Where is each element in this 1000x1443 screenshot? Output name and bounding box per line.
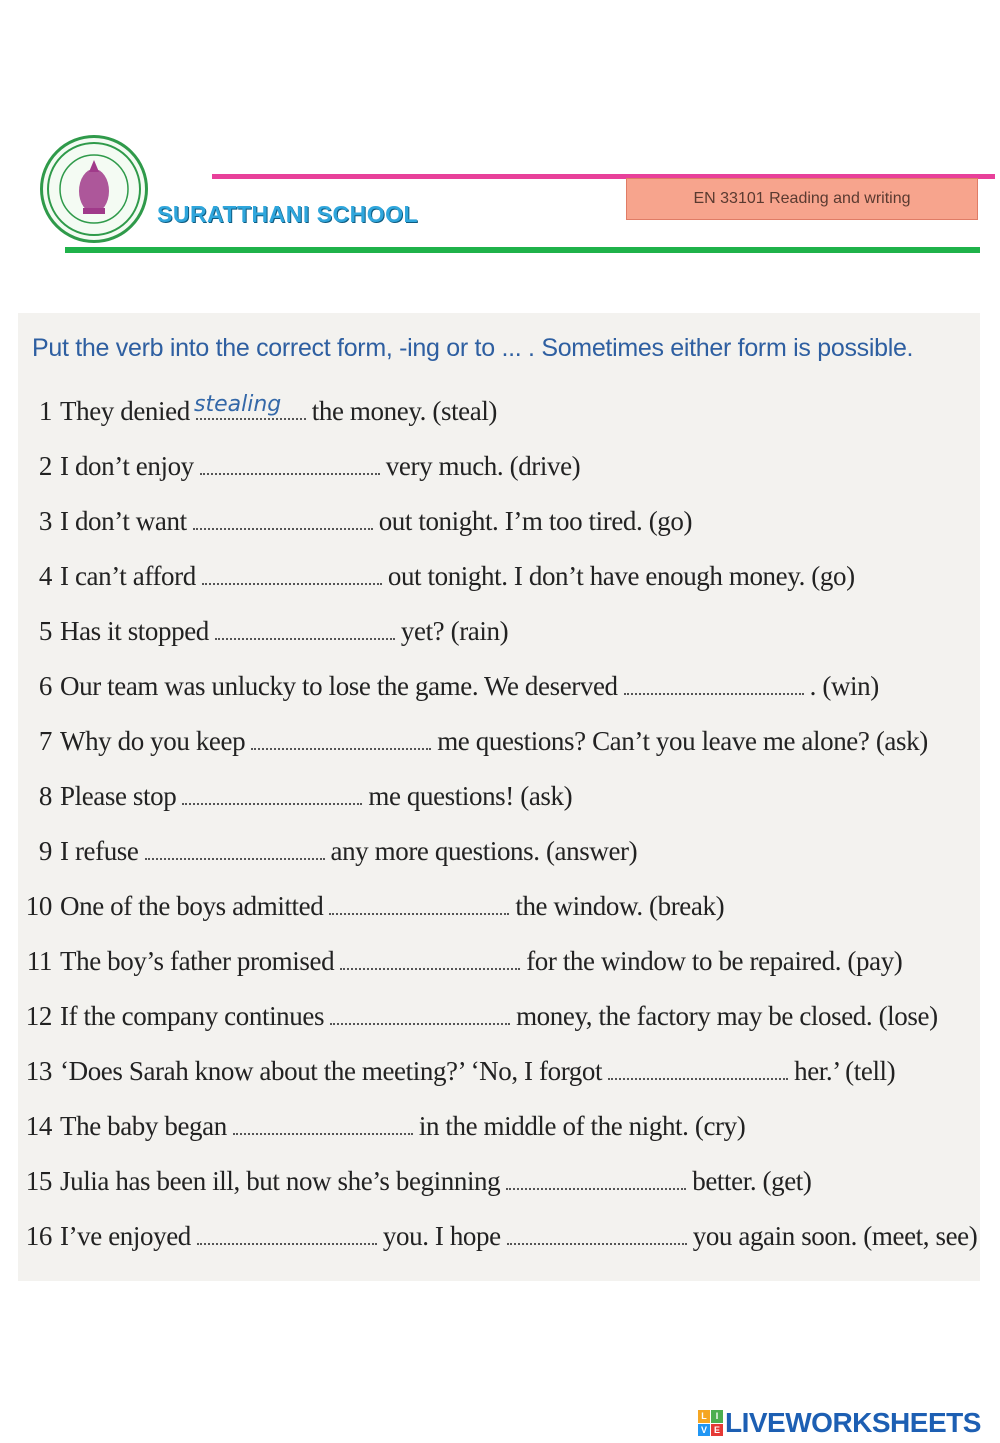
answer-blank[interactable] xyxy=(233,1131,413,1135)
question-text-after: the window. (break) xyxy=(515,891,725,921)
question-number: 14 xyxy=(25,1111,52,1141)
answer-blank[interactable] xyxy=(251,746,431,750)
question-text-before: One of the boys admitted xyxy=(60,891,324,921)
question-number: 7 xyxy=(38,726,52,756)
question-text-before: I’ve enjoyed xyxy=(60,1221,191,1251)
question-text-before: If the company continues xyxy=(60,1001,325,1031)
answer-blank[interactable] xyxy=(329,911,509,915)
course-label: EN 33101 Reading and writing xyxy=(626,178,978,220)
question-14 xyxy=(16,1111,745,1142)
question-text-after: for the window to be repaired. (pay) xyxy=(526,946,903,976)
question-number: 6 xyxy=(38,671,52,701)
answer-blank[interactable] xyxy=(200,471,380,475)
question-text-before: The baby began xyxy=(60,1111,227,1141)
answer-blank[interactable] xyxy=(340,966,520,970)
question-number: 8 xyxy=(38,781,52,811)
question-11 xyxy=(16,946,902,977)
question-text-before: I refuse xyxy=(60,836,139,866)
question-text-after: out tonight. I don’t have enough money. (go) xyxy=(387,561,855,591)
question-number: 11 xyxy=(26,946,52,976)
question-text-after: you again soon. (meet, see) xyxy=(692,1221,978,1251)
logo-letter: I xyxy=(711,1410,723,1423)
answer-blank[interactable] xyxy=(624,691,804,695)
logo-letter: E xyxy=(711,1424,723,1437)
example-answer: stealing xyxy=(194,392,282,417)
question-number: 2 xyxy=(38,451,52,481)
header-divider xyxy=(65,247,980,253)
question-text-after: out tonight. I’m too tired. (go) xyxy=(378,506,693,536)
question-text-after: yet? (rain) xyxy=(400,616,509,646)
question-text-after: in the middle of the night. (cry) xyxy=(418,1111,746,1141)
question-text-before: I don’t want xyxy=(60,506,187,536)
question-number: 9 xyxy=(38,836,52,866)
question-number: 15 xyxy=(25,1166,52,1196)
question-text-after: her.’ (tell) xyxy=(794,1056,896,1086)
question-text-after: money, the factory may be closed. (lose) xyxy=(516,1001,938,1031)
question-12 xyxy=(16,1001,938,1032)
liveworksheets-logo-icon xyxy=(698,1410,722,1436)
question-number: 13 xyxy=(25,1056,52,1086)
answer-blank[interactable] xyxy=(197,1241,377,1245)
answer-blank[interactable] xyxy=(193,526,373,530)
question-text-after: me questions? Can’t you leave me alone? (ask) xyxy=(437,726,928,756)
answer-blank[interactable] xyxy=(202,581,382,585)
question-2 xyxy=(16,451,580,482)
question-text-after: very much. (drive) xyxy=(385,451,581,481)
answer-blank[interactable] xyxy=(182,801,362,805)
question-9 xyxy=(16,836,637,867)
question-text-before: Has it stopped xyxy=(60,616,209,646)
question-number: 4 xyxy=(38,561,52,591)
answer-blank[interactable] xyxy=(330,1021,510,1025)
question-text-before: I can’t afford xyxy=(60,561,196,591)
question-text-middle: you. I hope xyxy=(382,1221,501,1251)
question-number: 1 xyxy=(38,396,52,426)
school-name: SURATTHANI SCHOOL xyxy=(157,201,419,227)
question-13 xyxy=(16,1056,895,1087)
question-text-after: better. (get) xyxy=(692,1166,812,1196)
question-text-after: . (win) xyxy=(809,671,879,701)
question-text-before: ‘Does Sarah know about the meeting?’ ‘No, I forgot xyxy=(60,1056,603,1086)
question-number: 12 xyxy=(25,1001,52,1031)
question-text-before: They denied xyxy=(60,396,190,426)
question-3 xyxy=(16,506,692,537)
answer-blank[interactable] xyxy=(145,856,325,860)
question-15 xyxy=(16,1166,812,1197)
question-text-before: I don’t enjoy xyxy=(60,451,194,481)
question-text-before: Julia has been ill, but now she’s beginning xyxy=(60,1166,501,1196)
question-text-before: Please stop xyxy=(60,781,177,811)
question-7 xyxy=(16,726,928,757)
question-4 xyxy=(16,561,855,592)
logo-letter: L xyxy=(698,1410,710,1423)
answer-blank[interactable] xyxy=(506,1186,686,1190)
liveworksheets-brand xyxy=(698,1407,981,1439)
question-text-before: Our team was unlucky to lose the game. We deserved xyxy=(60,671,618,701)
question-text-after: me questions! (ask) xyxy=(368,781,573,811)
question-number: 3 xyxy=(38,506,52,536)
answer-blank[interactable] xyxy=(608,1076,788,1080)
question-number: 10 xyxy=(25,891,52,921)
question-10 xyxy=(16,891,724,922)
logo-letter: V xyxy=(698,1424,710,1437)
question-16 xyxy=(16,1221,977,1252)
question-1 xyxy=(16,396,497,427)
brand-name: LIVEWORKSHEETS xyxy=(725,1407,981,1438)
question-6 xyxy=(16,671,879,702)
answer-blank[interactable] xyxy=(196,416,306,420)
exercise-instruction: Put the verb into the correct form, -ing or to ... . Sometimes either form is possible. xyxy=(32,334,914,362)
question-number: 5 xyxy=(38,616,52,646)
question-number: 16 xyxy=(25,1221,52,1251)
question-text-after: any more questions. (answer) xyxy=(330,836,638,866)
question-5 xyxy=(16,616,508,647)
school-crest-icon xyxy=(40,135,148,243)
question-text-before: The boy’s father promised xyxy=(60,946,335,976)
question-text-after: the money. (steal) xyxy=(311,396,498,426)
question-8 xyxy=(16,781,572,812)
answer-blank[interactable] xyxy=(215,636,395,640)
answer-blank[interactable] xyxy=(507,1241,687,1245)
question-text-before: Why do you keep xyxy=(60,726,246,756)
